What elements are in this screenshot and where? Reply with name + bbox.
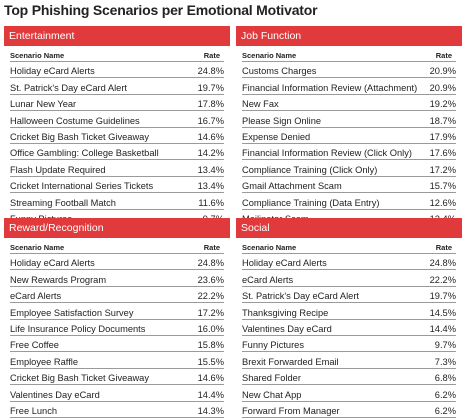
column-header-row	[242, 242, 456, 254]
table-row	[242, 144, 456, 160]
table-row	[242, 177, 456, 193]
panel-header: Entertainment	[4, 26, 230, 46]
scenario-name-cell: Financial Information Review (Attachment)	[242, 82, 418, 93]
rate-cell: 13.4%	[197, 164, 224, 175]
column-header-row	[10, 50, 224, 62]
table-row	[10, 177, 224, 193]
scenario-name-column-header: Scenario Name	[242, 51, 297, 60]
table-row	[242, 320, 456, 336]
rate-cell: 13.4%	[197, 181, 224, 192]
scenario-name-cell: eCard Alerts	[242, 274, 294, 285]
rate-cell: 18.7%	[429, 115, 456, 126]
rate-cell: 14.6%	[197, 373, 224, 384]
rate-cell: 14.6%	[197, 131, 224, 142]
table-row	[10, 128, 224, 144]
social-panel	[236, 218, 462, 418]
table-row	[10, 303, 224, 319]
scenario-name-column-header: Scenario Name	[242, 243, 297, 252]
table-row	[10, 254, 224, 270]
table-row	[242, 336, 456, 352]
rate-cell: 14.3%	[197, 405, 224, 416]
column-header-row	[10, 242, 224, 254]
rate-cell: 23.6%	[197, 274, 224, 285]
scenario-name-cell: Valentines Day eCard	[10, 389, 100, 400]
rate-cell: 6.2%	[434, 405, 456, 416]
rate-column-header: Rate	[203, 243, 220, 252]
scenario-name-cell: Halloween Costume Guidelines	[10, 115, 140, 126]
table-row	[10, 287, 224, 303]
scenario-name-cell: Lunar New Year	[10, 99, 77, 110]
table-row	[10, 144, 224, 160]
job-function-panel	[236, 26, 462, 226]
scenario-name-column-header: Scenario Name	[10, 51, 65, 60]
entertainment-panel	[4, 26, 230, 226]
rate-cell: 14.4%	[197, 389, 224, 400]
column-header-row	[242, 50, 456, 62]
rate-cell: 16.0%	[197, 323, 224, 334]
table-row	[10, 193, 224, 209]
rate-column-header: Rate	[203, 51, 220, 60]
scenario-name-cell: St. Patrick's Day eCard Alert	[242, 291, 359, 302]
rate-cell: 14.2%	[197, 148, 224, 159]
rate-cell: 11.6%	[198, 197, 224, 208]
table-row	[10, 78, 224, 94]
rate-cell: 17.9%	[429, 131, 456, 142]
rate-cell: 20.9%	[429, 82, 456, 93]
rate-column-header: Rate	[435, 243, 452, 252]
scenario-name-cell: Streaming Football Match	[10, 197, 116, 208]
scenario-name-cell: eCard Alerts	[10, 291, 62, 302]
table-row	[10, 160, 224, 176]
table-row	[10, 336, 224, 352]
table-row	[10, 320, 224, 336]
rate-cell: 15.7%	[429, 181, 456, 192]
table-row	[10, 270, 224, 286]
rate-cell: 24.8%	[429, 258, 456, 269]
table-row	[242, 270, 456, 286]
scenario-name-cell: Free Coffee	[10, 340, 59, 351]
rate-cell: 19.7%	[197, 82, 224, 93]
scenario-name-cell: Cricket Big Bash Ticket Giveaway	[10, 131, 149, 142]
scenario-name-cell: New Rewards Program	[10, 274, 107, 285]
rate-cell: 17.2%	[197, 307, 224, 318]
rate-column-header: Rate	[435, 51, 452, 60]
scenario-name-cell: Holiday eCard Alerts	[10, 66, 95, 77]
rate-cell: 17.8%	[197, 99, 224, 110]
scenario-name-cell: Valentines Day eCard	[242, 323, 332, 334]
rate-cell: 19.2%	[429, 99, 456, 110]
table-rows	[242, 62, 456, 226]
table-row	[10, 352, 224, 368]
scenario-name-cell: Funny Pictures	[242, 340, 305, 351]
table-row	[242, 385, 456, 401]
table-rows	[10, 62, 224, 226]
scenario-name-cell: Holiday eCard Alerts	[10, 258, 95, 269]
table-row	[242, 62, 456, 78]
table-row	[242, 160, 456, 176]
rate-cell: 7.3%	[434, 356, 456, 367]
rate-cell: 20.9%	[429, 66, 456, 77]
rate-cell: 15.5%	[197, 356, 224, 367]
scenario-name-cell: Brexit Forwarded Email	[242, 356, 339, 367]
scenario-name-cell: Financial Information Review (Click Only)	[242, 148, 412, 159]
scenario-name-cell: New Chat App	[242, 389, 302, 400]
table-row	[242, 128, 456, 144]
table-row	[242, 369, 456, 385]
rate-cell: 9.7%	[434, 340, 456, 351]
table-rows	[242, 254, 456, 418]
rate-cell: 17.6%	[429, 148, 456, 159]
rate-cell: 14.5%	[429, 307, 456, 318]
table-row	[10, 62, 224, 78]
rate-cell: 12.6%	[429, 197, 456, 208]
rate-cell: 16.7%	[197, 115, 224, 126]
reward-recognition-panel	[4, 218, 230, 418]
rate-cell: 14.4%	[429, 323, 456, 334]
rate-cell: 15.8%	[197, 340, 224, 351]
scenario-name-cell: New Fax	[242, 99, 279, 110]
scenario-name-cell: Customs Charges	[242, 66, 317, 77]
scenario-name-cell: Gmail Attachment Scam	[242, 181, 342, 192]
table-row	[10, 385, 224, 401]
table-row	[242, 254, 456, 270]
scenario-name-cell: Employee Raffle	[10, 356, 79, 367]
table-row	[242, 111, 456, 127]
table-rows	[10, 254, 224, 418]
scenario-name-cell: Flash Update Required	[10, 164, 106, 175]
panel-header: Job Function	[236, 26, 462, 46]
rate-cell: 24.8%	[197, 258, 224, 269]
table-row	[242, 402, 456, 418]
scenario-name-cell: Forward From Manager	[242, 405, 340, 416]
table-row	[242, 193, 456, 209]
table-row	[10, 95, 224, 111]
table-row	[242, 95, 456, 111]
scenario-name-cell: Expense Denied	[242, 131, 311, 142]
page-title: Top Phishing Scenarios per Emotional Motivator	[4, 2, 318, 18]
scenario-name-cell: Compliance Training (Data Entry)	[242, 197, 380, 208]
rate-cell: 6.2%	[434, 389, 456, 400]
panel-header: Reward/Recognition	[4, 218, 230, 238]
scenario-name-cell: Compliance Training (Click Only)	[242, 164, 378, 175]
scenario-name-cell: Thanksgiving Recipe	[242, 307, 329, 318]
rate-cell: 6.8%	[434, 373, 456, 384]
rate-cell: 22.2%	[429, 274, 456, 285]
scenario-name-cell: Life Insurance Policy Documents	[10, 323, 146, 334]
table-row	[10, 369, 224, 385]
table-row	[242, 352, 456, 368]
table-row	[10, 111, 224, 127]
scenario-name-cell: Please Sign Online	[242, 115, 322, 126]
scenario-name-cell: Cricket Big Bash Ticket Giveaway	[10, 373, 149, 384]
scenario-name-column-header: Scenario Name	[10, 243, 65, 252]
scenario-name-cell: St. Patrick's Day eCard Alert	[10, 82, 127, 93]
rate-cell: 19.7%	[429, 291, 456, 302]
table-row	[242, 287, 456, 303]
scenario-name-cell: Office Gambling: College Basketball	[10, 148, 159, 159]
rate-cell: 24.8%	[197, 66, 224, 77]
scenario-name-cell: Cricket International Series Tickets	[10, 181, 154, 192]
scenario-name-cell: Employee Satisfaction Survey	[10, 307, 134, 318]
table-row	[242, 303, 456, 319]
rate-cell: 22.2%	[197, 291, 224, 302]
scenario-name-cell: Shared Folder	[242, 373, 301, 384]
scenario-name-cell: Free Lunch	[10, 405, 58, 416]
rate-cell: 17.2%	[429, 164, 456, 175]
table-row	[10, 402, 224, 418]
panel-header: Social	[236, 218, 462, 238]
scenario-name-cell: Holiday eCard Alerts	[242, 258, 327, 269]
table-row	[242, 78, 456, 94]
